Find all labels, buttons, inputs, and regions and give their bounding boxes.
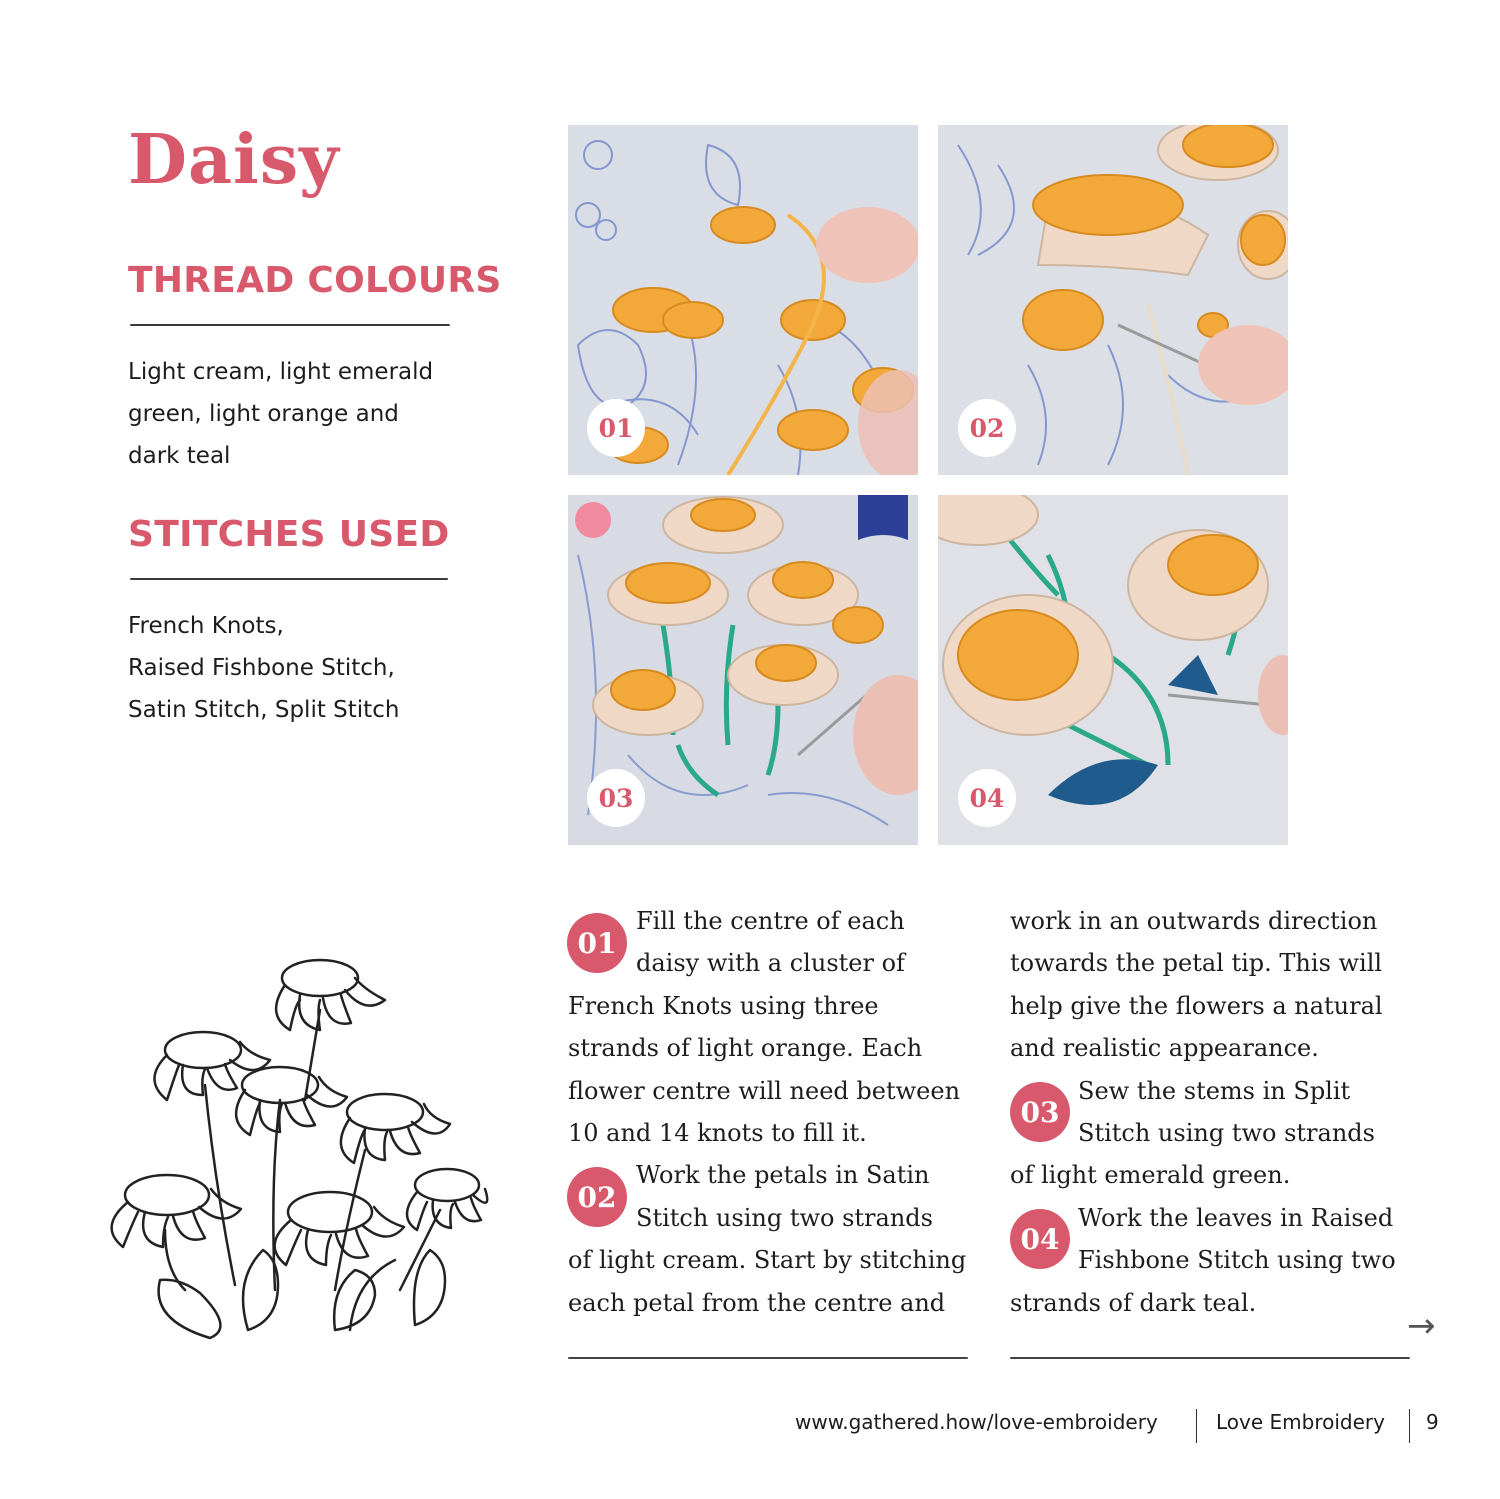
thread-colours-text [128,351,433,477]
step-text-line: help give the flowers a natural [1010,991,1383,1020]
stitches-used-line: Satin Stitch, Split Stitch [128,697,400,723]
step-text-line: work in an outwards direction [1010,907,1378,935]
step-text-line: of light emerald green. [1010,1161,1291,1190]
step-photo-badge: 04 [958,769,1016,827]
stitches-used-line: Raised Fishbone Stitch, [128,655,395,681]
step-photo-badge: 01 [587,399,645,457]
footer-separator [1196,1409,1197,1443]
column-divider [568,1357,968,1359]
step-photo-1 [568,125,918,475]
step-number-badge: 04 [1010,1209,1070,1269]
next-page-arrow-icon[interactable]: → [1407,1306,1436,1346]
step-text-line: Fishbone Stitch using two [1078,1246,1396,1275]
step-text-line: 10 and 14 knots to fill it. [568,1118,867,1147]
step-text-line: daisy with a cluster of [636,949,905,978]
step-text-line: Work the petals in Satin [636,1161,930,1190]
step-text-line: Fill the centre of each [636,907,905,935]
step-number-badge: 01 [567,913,627,973]
thread-colours-line: Light cream, light emerald [128,359,434,385]
step-photo-4 [938,495,1288,845]
step-number-badge: 02 [567,1167,627,1227]
step-text-line: strands of dark teal. [1010,1288,1257,1317]
step-text-line: Stitch using two strands [1078,1118,1375,1147]
step-text-line: of light cream. Start by stitching [568,1246,967,1275]
step-text-line: each petal from the centre and [568,1288,946,1317]
step-text-line: Work the leaves in Raised [1078,1203,1394,1232]
step-text-line: Stitch using two strands [636,1203,933,1232]
column-divider [1010,1357,1410,1359]
step-number-badge: 03 [1010,1082,1070,1142]
footer-magazine-name: Love Embroidery [1216,1410,1385,1434]
footer-url-link[interactable]: www.gathered.how/love-embroidery [795,1410,1158,1434]
thread-colours-divider [130,324,450,326]
footer-separator [1409,1409,1410,1443]
step-photo-badge: 02 [958,399,1016,457]
step-photo-badge: 03 [587,769,645,827]
thread-colours-line: green, light orange and [128,401,399,427]
stitches-used-line: French Knots, [128,613,284,639]
daisy-pattern-illustration [95,950,495,1340]
thread-colours-line: dark teal [128,443,231,469]
page-number: 9 [1426,1410,1439,1434]
stitches-used-heading: STITCHES USED [128,514,450,555]
instructions-column-left [568,900,978,1324]
step-text-line: Sew the stems in Split [1078,1076,1351,1105]
step-text-line: flower centre will need between [568,1076,961,1105]
step-photo-2 [938,125,1288,475]
stitches-used-text [128,605,399,731]
page-title: Daisy [128,120,340,200]
step-text-line: and realistic appearance. [1010,1034,1319,1063]
step-text-line: strands of light orange. Each [568,1034,923,1063]
instructions-column-right [1010,900,1430,1324]
step-photo-3 [568,495,918,845]
step-text-line: French Knots using three [568,991,879,1020]
thread-colours-heading: THREAD COLOURS [128,260,502,301]
step-text-line: towards the petal tip. This will [1010,949,1383,978]
stitches-used-divider [130,578,448,580]
